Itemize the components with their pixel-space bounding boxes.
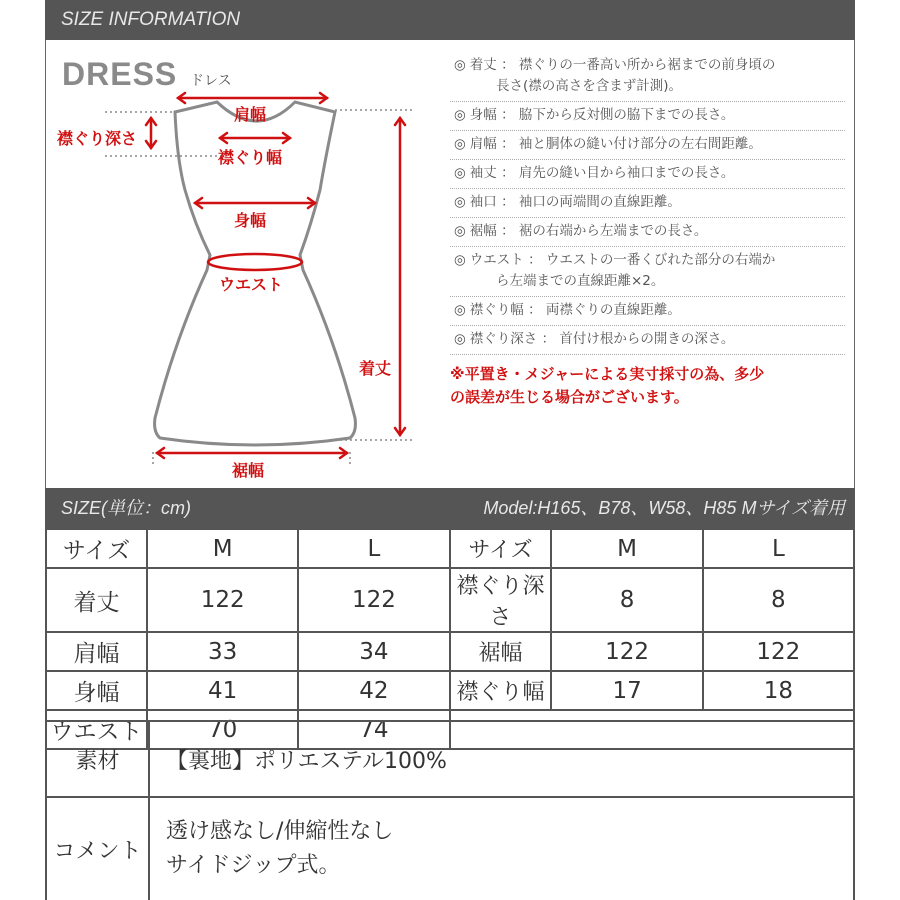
comment-line: 透け感なし/伸縮性なし: [166, 819, 394, 844]
size-unit-label: SIZE(単位：cm): [61, 498, 191, 518]
table-cell: 122: [703, 632, 854, 671]
definition-row: ◎ 袖口 ： 袖口の両端間の直線距離。: [450, 189, 845, 218]
table-cell: サイズ: [450, 529, 552, 568]
table-cell: 肩幅: [46, 632, 147, 671]
table-cell: 74: [298, 710, 449, 749]
table-cell: 122: [551, 632, 702, 671]
table-cell: L: [298, 529, 449, 568]
table-cell: 襟ぐり幅: [450, 671, 552, 710]
notice-line: ※平置き・メジャーによる実寸採寸の為、多少: [450, 365, 765, 383]
table-row: [46, 529, 854, 568]
table-cell: 122: [147, 568, 298, 632]
comment-label: コメント: [46, 797, 149, 900]
model-info: Model:H165、B78、W58、H85 Mサイズ着用: [483, 498, 845, 518]
table-cell: 身幅: [46, 671, 147, 710]
table-cell: M: [147, 529, 298, 568]
table-cell: M: [551, 529, 702, 568]
table-row: [46, 671, 854, 710]
table-cell: 襟ぐり深さ: [450, 568, 552, 632]
table-cell: L: [703, 529, 854, 568]
material-comment-table: [45, 720, 855, 900]
definitions-list: [450, 52, 845, 409]
comment-row: [46, 797, 854, 900]
table-cell: 8: [703, 568, 854, 632]
dress-subtitle: ドレス: [190, 73, 232, 89]
table-cell: 122: [298, 568, 449, 632]
comment-text: [149, 797, 854, 900]
table-cell: 42: [298, 671, 449, 710]
label-waist: ウエスト: [219, 275, 284, 294]
table-cell: 70: [147, 710, 298, 749]
table-cell: ウエスト: [46, 710, 147, 749]
measurement-notice: [450, 363, 845, 409]
table-cell: 裾幅: [450, 632, 552, 671]
table-cell: 17: [551, 671, 702, 710]
material-text: 【裏地】ポリエステル100%: [149, 721, 854, 797]
comment-line: サイドジップ式。: [166, 853, 341, 878]
size-information-header: [45, 0, 855, 40]
table-cell: サイズ: [46, 529, 147, 568]
label-neck-depth: 襟ぐり深さ: [57, 129, 138, 148]
notice-line: の誤差が生じる場合がございます。: [450, 388, 689, 406]
table-cell: 8: [551, 568, 702, 632]
table-cell: 33: [147, 632, 298, 671]
size-table: [45, 528, 855, 750]
definition-row: ◎ 肩幅 ： 袖と胴体の縫い付け部分の左右間距離。: [450, 131, 845, 160]
table-cell: 41: [147, 671, 298, 710]
definition-row: ◎ 着丈 ： 襟ぐりの一番高い所から裾までの前身頃の 長さ(襟の高さを含まず計測)。: [450, 52, 845, 102]
table-cell: 18: [703, 671, 854, 710]
material-row: [46, 721, 854, 797]
label-neck-width: 襟ぐり幅: [218, 148, 283, 167]
label-length: 着丈: [359, 359, 392, 378]
table-row: [46, 568, 854, 632]
table-row: [46, 632, 854, 671]
label-body-width: 身幅: [234, 211, 267, 230]
size-table-header: [45, 488, 855, 528]
label-shoulder: 肩幅: [234, 105, 267, 124]
definition-row: ◎ 襟ぐり幅 ： 両襟ぐりの直線距離。: [450, 297, 845, 326]
header-title: SIZE INFORMATION: [61, 9, 241, 30]
dress-diagram: [45, 40, 445, 488]
label-hem: 裾幅: [232, 461, 265, 480]
table-cell: 34: [298, 632, 449, 671]
material-label: 素材: [46, 721, 149, 797]
definition-row: ◎ ウエスト ： ウエストの一番くびれた部分の右端か ら左端までの直線距離×2。: [450, 247, 845, 297]
definition-row: ◎ 袖丈 ： 肩先の縫い目から袖口までの長さ。: [450, 160, 845, 189]
definition-row: ◎ 襟ぐり深さ ： 首付け根からの開きの深さ。: [450, 326, 845, 355]
table-cell: 着丈: [46, 568, 147, 632]
definition-row: ◎ 裾幅 ： 裾の右端から左端までの長さ。: [450, 218, 845, 247]
definition-row: ◎ 身幅 ： 脇下から反対側の脇下までの長さ。: [450, 102, 845, 131]
dress-title: DRESS: [62, 56, 178, 92]
